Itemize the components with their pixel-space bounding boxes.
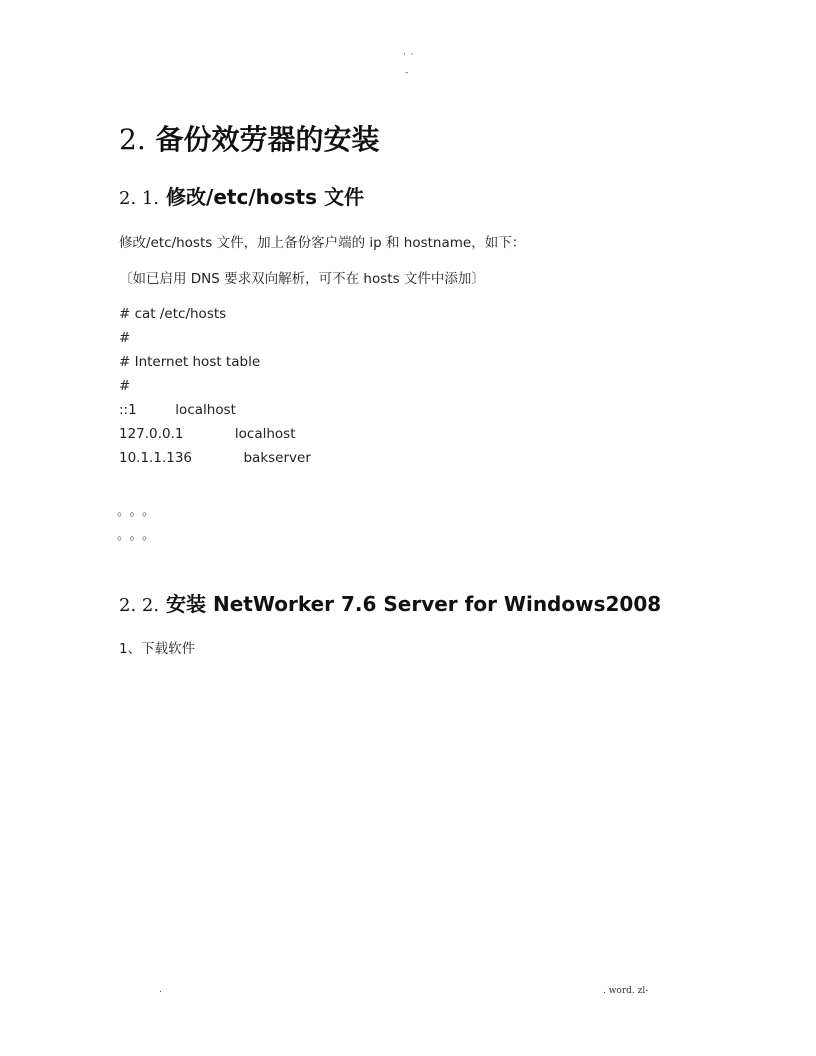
header-dots: · · [403, 50, 415, 60]
footer-right: . word. zl- [603, 986, 649, 996]
code-line: 10.1.1.136 bakserver [119, 450, 311, 466]
ellipsis-line: 。。。 [117, 528, 162, 543]
section-1-number: 2. 1. [119, 188, 160, 209]
code-line: # Internet host table [119, 354, 261, 370]
footer-left: . [159, 985, 162, 995]
section-1-note: 〔如已启用 DNS 要求双向解析，可不在 hosts 文件中添加〕 [119, 271, 485, 287]
section-1-heading [119, 182, 364, 214]
section-2-heading [119, 589, 661, 621]
header-dash: - [405, 68, 409, 78]
section-1-intro: 修改/etc/hosts 文件，加上备份客户端的 ip 和 hostname，如下： [119, 235, 526, 251]
heading-1-number: 2. [119, 123, 146, 156]
section-2-number: 2. 2. [119, 595, 160, 616]
heading-1-text: 备份效劳器的安装 [155, 123, 380, 156]
code-line: ::1 localhost [119, 402, 236, 418]
code-line: # [119, 378, 131, 394]
code-line: # cat /etc/hosts [119, 306, 227, 322]
code-line: # [119, 330, 131, 346]
code-line: 127.0.0.1 localhost [119, 426, 296, 442]
ellipsis-line: 。。。 [117, 504, 162, 519]
section-2-title: 安装 NetWorker 7.6 Server for Windows2008 [166, 592, 662, 616]
heading-1 [119, 120, 379, 160]
section-1-title: 修改/etc/hosts 文件 [166, 185, 364, 209]
section-2-step-1: 1、下载软件 [119, 641, 196, 657]
